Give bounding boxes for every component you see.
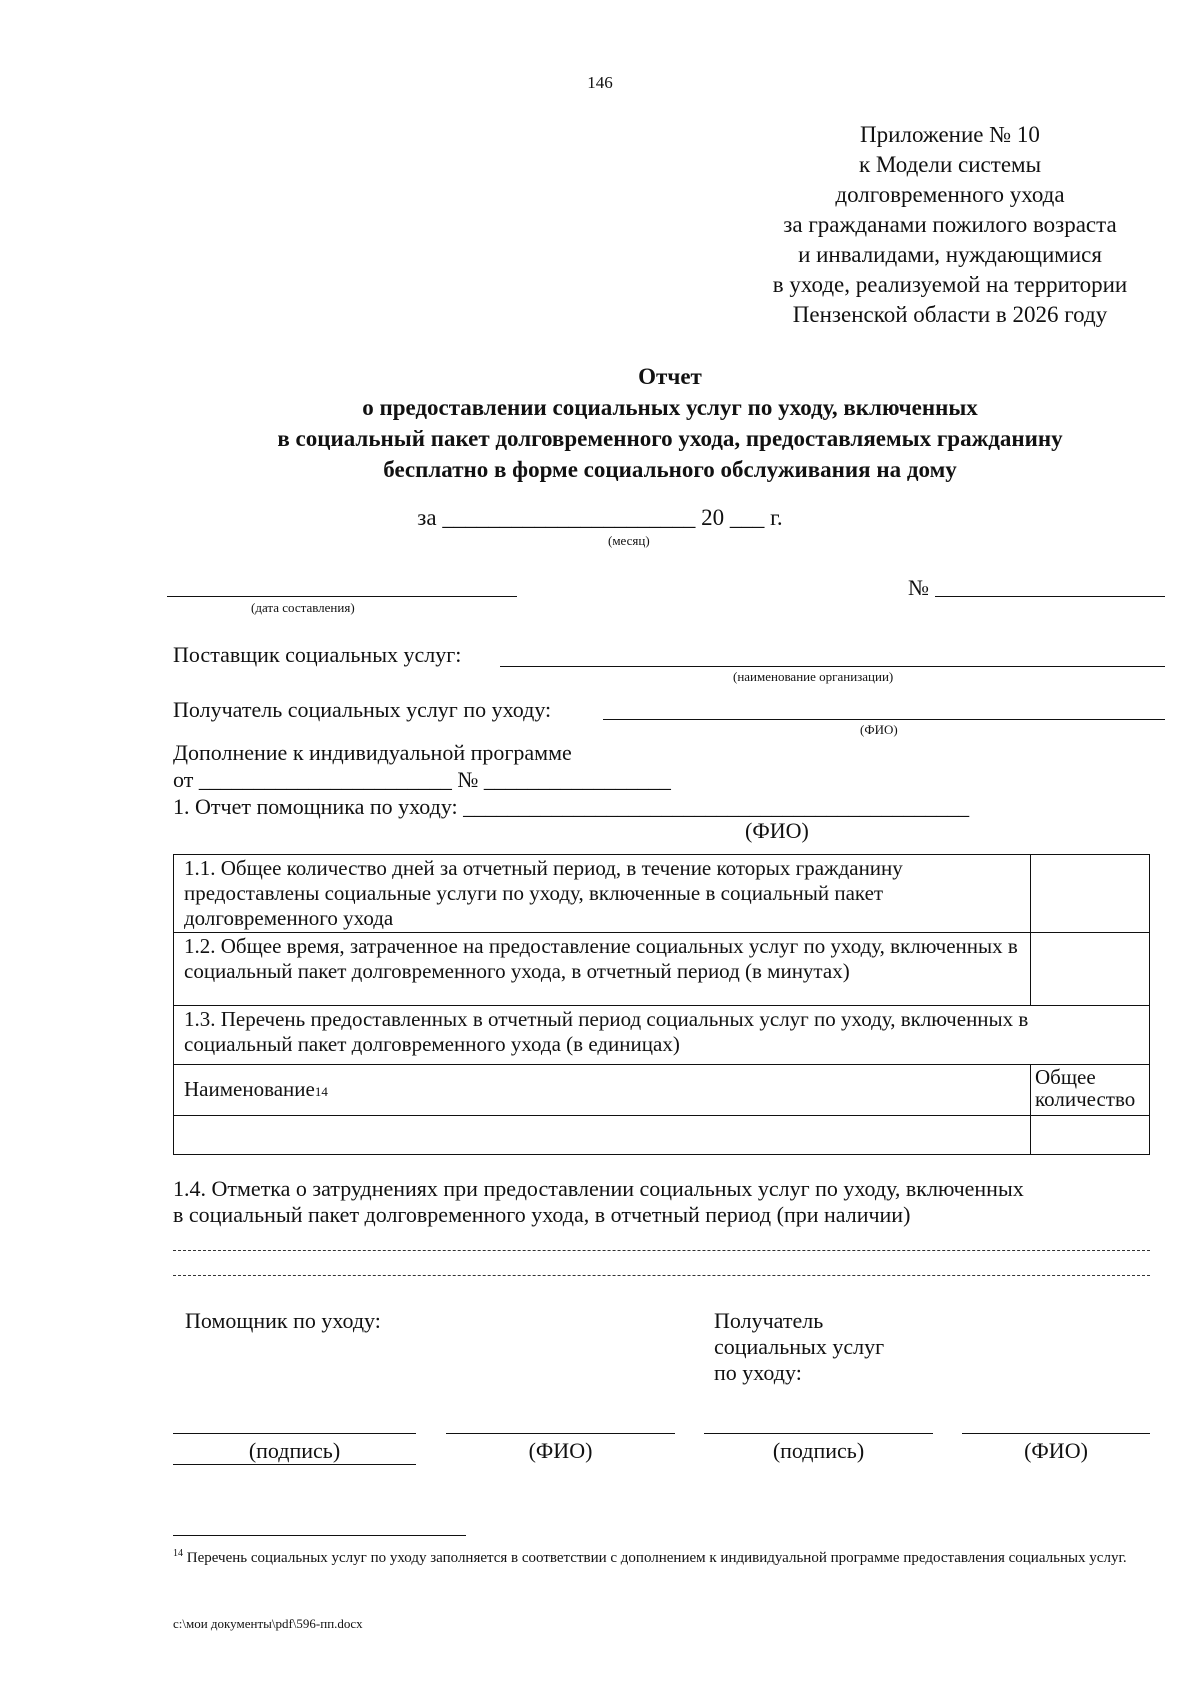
- assistant-report-caption: (ФИО): [745, 818, 809, 843]
- date-caption: (дата составления): [251, 600, 355, 615]
- recipient-field-line[interactable]: [603, 719, 1165, 720]
- provider-field-line[interactable]: [500, 666, 1165, 667]
- service-name-cell[interactable]: [174, 1116, 1031, 1155]
- difficulties-label: в социальный пакет долговременного ухода, в отчетный период (при наличии): [173, 1202, 911, 1227]
- column-header-name: [174, 1065, 1031, 1116]
- footnote-text: Перечень социальных услуг по уходу заполняется в соответствии с дополнением к индивидуальной программе предоставления социальных услуг.: [186, 1550, 1127, 1566]
- provider-label: Поставщик социальных услуг:: [173, 642, 462, 667]
- footnote-ref: 14: [314, 1083, 328, 1099]
- recipient-signature-line[interactable]: [704, 1433, 933, 1434]
- report-subtitle-line: бесплатно в форме социального обслуживания на дому: [383, 457, 957, 482]
- month-caption: (месяц): [608, 533, 650, 548]
- footnote-separator: [173, 1535, 466, 1536]
- table-row: [174, 933, 1150, 1006]
- annex-line: за гражданами пожилого возраста: [783, 212, 1117, 237]
- supplement-date-number: от _______________________ № _________________: [173, 767, 671, 792]
- number-field-line[interactable]: [935, 596, 1165, 597]
- difficulties-label: 1.4. Отметка о затруднениях при предоставлении социальных услуг по уходу, включенных: [173, 1176, 1024, 1201]
- recipient-label: Получатель социальных услуг по уходу:: [173, 697, 552, 722]
- signature-caption: (подпись): [772, 1438, 865, 1463]
- column-header-total: Общее количество: [1031, 1065, 1150, 1116]
- signature-caption: (подпись): [173, 1438, 416, 1465]
- annex-line: Пензенской области в 2026 году: [792, 302, 1108, 327]
- difficulties-entry-line[interactable]: [173, 1275, 1150, 1276]
- file-path: c:\мои документы\pdf\596-пп.docx: [173, 1616, 363, 1631]
- annex-line: к Модели системы: [858, 152, 1042, 177]
- recipient-caption: (ФИО): [860, 722, 898, 737]
- name-caption: (ФИО): [528, 1438, 593, 1463]
- page-number: 146: [587, 73, 613, 92]
- days-count-cell[interactable]: [1031, 855, 1150, 933]
- difficulties-entry-line[interactable]: [173, 1250, 1150, 1251]
- report-title: [100, 361, 1200, 485]
- recipient-sign-label: Получатель: [714, 1308, 824, 1333]
- recipient-sign-label: социальных услуг: [714, 1334, 885, 1359]
- service-total-cell[interactable]: [1031, 1116, 1150, 1155]
- recipient-sign-label: по уходу:: [714, 1360, 802, 1385]
- annex-line: и инвалидами, нуждающимися: [798, 242, 1102, 267]
- annex-line: в уходе, реализуемой на территории: [772, 272, 1128, 297]
- name-caption: (ФИО): [1024, 1438, 1088, 1463]
- minutes-total-cell[interactable]: [1031, 933, 1150, 1006]
- report-heading: Отчет: [638, 364, 702, 389]
- date-field-line[interactable]: [167, 596, 517, 597]
- provider-caption: (наименование организации): [733, 669, 894, 684]
- annex-block: [700, 120, 1200, 330]
- table-row: [174, 1116, 1150, 1155]
- recipient-name-line[interactable]: [962, 1433, 1150, 1434]
- supplement-title: Дополнение к индивидуальной программе: [173, 740, 572, 765]
- table-cell-label: 1.2. Общее время, затраченное на предоставление социальных услуг по уходу, включенных в социальный пакет долговременного ухода, в отчетный период (в минутах): [174, 933, 1031, 1006]
- number-label: №: [908, 575, 929, 600]
- footnote-mark: 14: [173, 1548, 183, 1559]
- report-subtitle-line: о предоставлении социальных услуг по уходу, включенных: [362, 395, 978, 420]
- report-period: за ______________________ 20 ___ г.: [417, 505, 783, 530]
- table-header-row: [174, 1065, 1150, 1116]
- report-table: [173, 854, 1150, 1155]
- footnote: [173, 1544, 1150, 1568]
- table-row: [174, 1006, 1150, 1065]
- assistant-sign-label: Помощник по уходу:: [185, 1308, 381, 1333]
- annex-line: долговременного ухода: [835, 182, 1065, 207]
- report-subtitle-line: в социальный пакет долговременного ухода, предоставляемых гражданину: [277, 426, 1063, 451]
- column-header-name-text: Наименование: [184, 1076, 315, 1101]
- table-cell-label: 1.3. Перечень предоставленных в отчетный период социальных услуг по уходу, включенных в социальный пакет долговременного ухода (в единицах): [174, 1006, 1150, 1065]
- table-row: [174, 855, 1150, 933]
- assistant-report-label: 1. Отчет помощника по уходу: ______________________________________________: [173, 794, 970, 819]
- annex-line: Приложение № 10: [860, 122, 1040, 147]
- assistant-signature-line[interactable]: [173, 1433, 416, 1434]
- assistant-name-line[interactable]: [446, 1433, 675, 1434]
- table-cell-label: 1.1. Общее количество дней за отчетный период, в течение которых гражданину предоставлены социальные услуги по уходу, включенные в социальный пакет долговременного ухода: [174, 855, 1031, 933]
